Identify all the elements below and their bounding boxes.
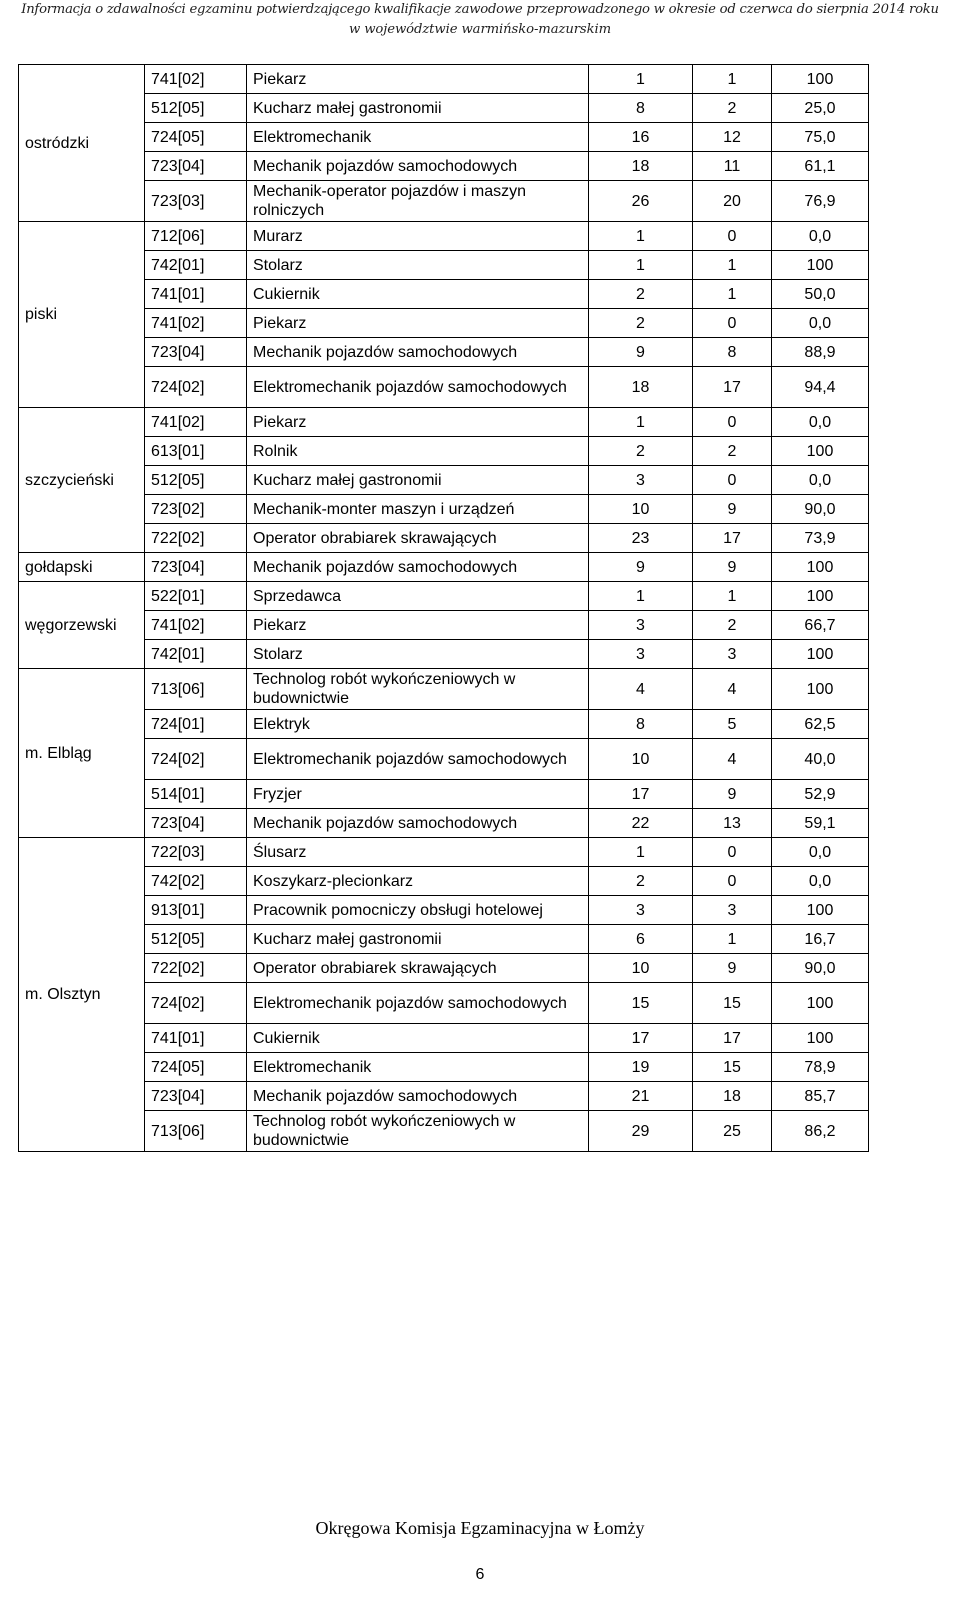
passed-cell: 2: [693, 94, 772, 123]
table-row: [19, 553, 869, 582]
count-cell: 23: [589, 524, 693, 553]
count-cell: 29: [589, 1111, 693, 1152]
name-cell: Mechanik-monter maszyn i urządzeń: [247, 495, 589, 524]
count-cell: 9: [589, 553, 693, 582]
code-cell: 741[02]: [145, 65, 247, 94]
name-cell: Fryzjer: [247, 780, 589, 809]
passed-cell: 2: [693, 611, 772, 640]
code-cell: 724[02]: [145, 367, 247, 408]
percent-cell: 25,0: [772, 94, 869, 123]
count-cell: 3: [589, 896, 693, 925]
count-cell: 2: [589, 437, 693, 466]
table-row: [19, 809, 869, 838]
passed-cell: 9: [693, 495, 772, 524]
table-row: [19, 925, 869, 954]
name-cell: Elektryk: [247, 710, 589, 739]
table-row: [19, 838, 869, 867]
passed-cell: 17: [693, 524, 772, 553]
region-cell: gołdapski: [19, 553, 145, 582]
count-cell: 2: [589, 309, 693, 338]
document-header: [0, 0, 960, 40]
percent-cell: 62,5: [772, 710, 869, 739]
table-row: [19, 524, 869, 553]
passed-cell: 4: [693, 739, 772, 780]
count-cell: 2: [589, 867, 693, 896]
table-row: [19, 640, 869, 669]
percent-cell: 86,2: [772, 1111, 869, 1152]
percent-cell: 88,9: [772, 338, 869, 367]
name-cell: Mechanik pojazdów samochodowych: [247, 809, 589, 838]
count-cell: 6: [589, 925, 693, 954]
count-cell: 4: [589, 669, 693, 710]
passed-cell: 8: [693, 338, 772, 367]
code-cell: 514[01]: [145, 780, 247, 809]
percent-cell: 100: [772, 640, 869, 669]
table-row: [19, 437, 869, 466]
count-cell: 1: [589, 582, 693, 611]
name-cell: Technolog robót wykończeniowych w budownictwie: [247, 1111, 589, 1152]
count-cell: 10: [589, 954, 693, 983]
count-cell: 18: [589, 367, 693, 408]
percent-cell: 0,0: [772, 838, 869, 867]
name-cell: Koszykarz-plecionkarz: [247, 867, 589, 896]
count-cell: 1: [589, 408, 693, 437]
region-cell: szczycieński: [19, 408, 145, 553]
percent-cell: 100: [772, 669, 869, 710]
count-cell: 3: [589, 640, 693, 669]
passed-cell: 3: [693, 896, 772, 925]
percent-cell: 100: [772, 983, 869, 1024]
count-cell: 9: [589, 338, 693, 367]
percent-cell: 94,4: [772, 367, 869, 408]
name-cell: Mechanik pojazdów samochodowych: [247, 1082, 589, 1111]
code-cell: 724[01]: [145, 710, 247, 739]
passed-cell: 1: [693, 582, 772, 611]
code-cell: 713[06]: [145, 1111, 247, 1152]
page-number: 6: [475, 1566, 485, 1583]
name-cell: Operator obrabiarek skrawających: [247, 524, 589, 553]
percent-cell: 50,0: [772, 280, 869, 309]
percent-cell: 66,7: [772, 611, 869, 640]
table-row: [19, 222, 869, 251]
count-cell: 19: [589, 1053, 693, 1082]
count-cell: 17: [589, 1024, 693, 1053]
percent-cell: 0,0: [772, 222, 869, 251]
code-cell: 722[02]: [145, 524, 247, 553]
count-cell: 26: [589, 181, 693, 222]
code-cell: 723[04]: [145, 1082, 247, 1111]
name-cell: Rolnik: [247, 437, 589, 466]
count-cell: 1: [589, 838, 693, 867]
passed-cell: 15: [693, 983, 772, 1024]
percent-cell: 100: [772, 251, 869, 280]
passed-cell: 3: [693, 640, 772, 669]
name-cell: Elektromechanik pojazdów samochodowych: [247, 367, 589, 408]
code-cell: 741[02]: [145, 309, 247, 338]
name-cell: Mechanik pojazdów samochodowych: [247, 152, 589, 181]
count-cell: 3: [589, 466, 693, 495]
region-cell: węgorzewski: [19, 582, 145, 669]
count-cell: 10: [589, 495, 693, 524]
percent-cell: 59,1: [772, 809, 869, 838]
name-cell: Technolog robót wykończeniowych w budownictwie: [247, 669, 589, 710]
passed-cell: 5: [693, 710, 772, 739]
code-cell: 742[02]: [145, 867, 247, 896]
name-cell: Elektromechanik pojazdów samochodowych: [247, 739, 589, 780]
table-row: [19, 367, 869, 408]
code-cell: 723[04]: [145, 152, 247, 181]
percent-cell: 40,0: [772, 739, 869, 780]
passed-cell: 20: [693, 181, 772, 222]
passed-cell: 17: [693, 1024, 772, 1053]
table-row: [19, 954, 869, 983]
name-cell: Stolarz: [247, 640, 589, 669]
passed-cell: 18: [693, 1082, 772, 1111]
count-cell: 8: [589, 710, 693, 739]
name-cell: Kucharz małej gastronomii: [247, 925, 589, 954]
code-cell: 741[02]: [145, 611, 247, 640]
code-cell: 913[01]: [145, 896, 247, 925]
table-row: [19, 582, 869, 611]
passed-cell: 2: [693, 437, 772, 466]
table-row: [19, 710, 869, 739]
header-title-line2: w województwie warmińsko-mazurskim: [348, 22, 612, 37]
results-table: [18, 64, 869, 1152]
percent-cell: 100: [772, 896, 869, 925]
passed-cell: 12: [693, 123, 772, 152]
percent-cell: 61,1: [772, 152, 869, 181]
count-cell: 1: [589, 222, 693, 251]
region-cell: piski: [19, 222, 145, 408]
percent-cell: 85,7: [772, 1082, 869, 1111]
name-cell: Stolarz: [247, 251, 589, 280]
table-row: [19, 739, 869, 780]
percent-cell: 0,0: [772, 309, 869, 338]
table-row: [19, 251, 869, 280]
count-cell: 15: [589, 983, 693, 1024]
passed-cell: 15: [693, 1053, 772, 1082]
code-cell: 512[05]: [145, 94, 247, 123]
table-row: [19, 152, 869, 181]
passed-cell: 1: [693, 251, 772, 280]
passed-cell: 13: [693, 809, 772, 838]
passed-cell: 1: [693, 280, 772, 309]
percent-cell: 90,0: [772, 954, 869, 983]
percent-cell: 78,9: [772, 1053, 869, 1082]
code-cell: 722[02]: [145, 954, 247, 983]
percent-cell: 100: [772, 553, 869, 582]
code-cell: 742[01]: [145, 251, 247, 280]
count-cell: 8: [589, 94, 693, 123]
code-cell: 512[05]: [145, 466, 247, 495]
percent-cell: 100: [772, 1024, 869, 1053]
count-cell: 3: [589, 611, 693, 640]
name-cell: Piekarz: [247, 408, 589, 437]
code-cell: 722[03]: [145, 838, 247, 867]
code-cell: 723[04]: [145, 338, 247, 367]
table-row: [19, 94, 869, 123]
name-cell: Elektromechanik: [247, 123, 589, 152]
code-cell: 741[01]: [145, 280, 247, 309]
code-cell: 723[04]: [145, 809, 247, 838]
header-title-line1: Informacja o zdawalności egzaminu potwierdzającego kwalifikacje zawodowe przeprowadzonego w okresie od czerwca do sierpnia 2014 roku: [21, 2, 939, 17]
passed-cell: 4: [693, 669, 772, 710]
name-cell: Piekarz: [247, 65, 589, 94]
name-cell: Elektromechanik: [247, 1053, 589, 1082]
code-cell: 723[03]: [145, 181, 247, 222]
name-cell: Murarz: [247, 222, 589, 251]
passed-cell: 0: [693, 466, 772, 495]
code-cell: 512[05]: [145, 925, 247, 954]
name-cell: Operator obrabiarek skrawających: [247, 954, 589, 983]
code-cell: 741[01]: [145, 1024, 247, 1053]
code-cell: 613[01]: [145, 437, 247, 466]
percent-cell: 90,0: [772, 495, 869, 524]
table-row: [19, 181, 869, 222]
percent-cell: 16,7: [772, 925, 869, 954]
passed-cell: 1: [693, 925, 772, 954]
percent-cell: 75,0: [772, 123, 869, 152]
code-cell: 713[06]: [145, 669, 247, 710]
count-cell: 1: [589, 251, 693, 280]
passed-cell: 0: [693, 222, 772, 251]
name-cell: Kucharz małej gastronomii: [247, 466, 589, 495]
passed-cell: 0: [693, 838, 772, 867]
name-cell: Mechanik-operator pojazdów i maszyn rolniczych: [247, 181, 589, 222]
name-cell: Elektromechanik pojazdów samochodowych: [247, 983, 589, 1024]
percent-cell: 52,9: [772, 780, 869, 809]
name-cell: Kucharz małej gastronomii: [247, 94, 589, 123]
name-cell: Cukiernik: [247, 280, 589, 309]
table-row: [19, 896, 869, 925]
code-cell: 724[05]: [145, 1053, 247, 1082]
count-cell: 18: [589, 152, 693, 181]
count-cell: 2: [589, 280, 693, 309]
name-cell: Mechanik pojazdów samochodowych: [247, 553, 589, 582]
passed-cell: 25: [693, 1111, 772, 1152]
table-row: [19, 780, 869, 809]
passed-cell: 11: [693, 152, 772, 181]
passed-cell: 9: [693, 954, 772, 983]
passed-cell: 0: [693, 867, 772, 896]
name-cell: Sprzedawca: [247, 582, 589, 611]
percent-cell: 0,0: [772, 408, 869, 437]
percent-cell: 73,9: [772, 524, 869, 553]
count-cell: 21: [589, 1082, 693, 1111]
code-cell: 724[05]: [145, 123, 247, 152]
count-cell: 16: [589, 123, 693, 152]
table-row: [19, 611, 869, 640]
passed-cell: 17: [693, 367, 772, 408]
table-row: [19, 123, 869, 152]
table-row: [19, 983, 869, 1024]
table-row: [19, 466, 869, 495]
name-cell: Ślusarz: [247, 838, 589, 867]
code-cell: 712[06]: [145, 222, 247, 251]
count-cell: 22: [589, 809, 693, 838]
name-cell: Piekarz: [247, 611, 589, 640]
count-cell: 10: [589, 739, 693, 780]
table-row: [19, 669, 869, 710]
percent-cell: 0,0: [772, 466, 869, 495]
percent-cell: 100: [772, 65, 869, 94]
passed-cell: 1: [693, 65, 772, 94]
name-cell: Piekarz: [247, 309, 589, 338]
code-cell: 741[02]: [145, 408, 247, 437]
code-cell: 724[02]: [145, 983, 247, 1024]
name-cell: Cukiernik: [247, 1024, 589, 1053]
table-row: [19, 495, 869, 524]
footer-institution: Okręgowa Komisja Egzaminacyjna w Łomży: [315, 1518, 645, 1538]
table-row: [19, 1082, 869, 1111]
region-cell: m. Elbląg: [19, 669, 145, 838]
code-cell: 723[04]: [145, 553, 247, 582]
table-row: [19, 65, 869, 94]
table-row: [19, 867, 869, 896]
passed-cell: 9: [693, 553, 772, 582]
table-row: [19, 1024, 869, 1053]
count-cell: 1: [589, 65, 693, 94]
table-row: [19, 338, 869, 367]
passed-cell: 0: [693, 309, 772, 338]
region-cell: m. Olsztyn: [19, 838, 145, 1152]
percent-cell: 100: [772, 582, 869, 611]
region-cell: ostródzki: [19, 65, 145, 222]
code-cell: 723[02]: [145, 495, 247, 524]
count-cell: 17: [589, 780, 693, 809]
percent-cell: 100: [772, 437, 869, 466]
code-cell: 522[01]: [145, 582, 247, 611]
name-cell: Pracownik pomocniczy obsługi hotelowej: [247, 896, 589, 925]
table-row: [19, 1111, 869, 1152]
table-row: [19, 309, 869, 338]
code-cell: 724[02]: [145, 739, 247, 780]
name-cell: Mechanik pojazdów samochodowych: [247, 338, 589, 367]
passed-cell: 0: [693, 408, 772, 437]
code-cell: 742[01]: [145, 640, 247, 669]
table-row: [19, 1053, 869, 1082]
table-row: [19, 408, 869, 437]
table-row: [19, 280, 869, 309]
percent-cell: 0,0: [772, 867, 869, 896]
passed-cell: 9: [693, 780, 772, 809]
percent-cell: 76,9: [772, 181, 869, 222]
